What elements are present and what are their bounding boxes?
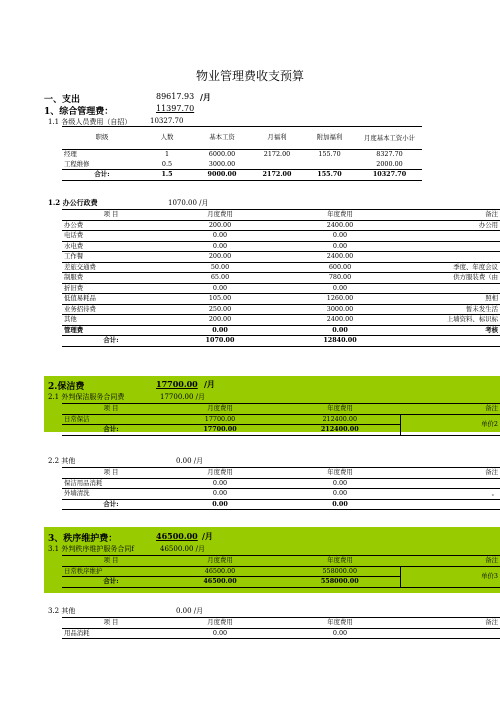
cleaning-header-monthly: 月度费用 xyxy=(160,404,280,415)
admin-cell: 0.00 xyxy=(160,283,280,294)
admin-cell: 200.00 xyxy=(160,220,280,231)
cleaning-other-total-cell: 0.00 xyxy=(160,499,280,510)
table-row xyxy=(62,231,500,242)
section-cleaning-other-amount: 0.00 /月 xyxy=(176,457,204,465)
admin-header-monthly: 月度费用 xyxy=(160,210,280,221)
security-other-table xyxy=(62,617,500,639)
admin-cell: 暂未发生活 xyxy=(400,304,500,315)
admin-cell: 其他 xyxy=(62,315,160,326)
security-other-cell: 0.00 xyxy=(280,628,400,639)
admin-cell: 管理费 xyxy=(62,325,160,336)
security-other-header-item: 项 目 xyxy=(62,618,160,629)
table-row xyxy=(62,220,500,231)
admin-cell: 200.00 xyxy=(160,252,280,263)
admin-cell: 2400.00 xyxy=(280,315,400,326)
staff-cell: 155.70 xyxy=(318,150,341,158)
section-expense-amount: 89617.93 xyxy=(156,92,195,101)
section-admin-label: 1.2 办公行政费 xyxy=(48,198,98,207)
admin-cell: 折旧费 xyxy=(62,283,160,294)
staff-cell: 2172.00 xyxy=(263,150,291,158)
security-other-header-note: 备注 xyxy=(400,618,500,629)
admin-cell: 0.00 xyxy=(280,283,400,294)
table-row xyxy=(62,294,500,305)
staff-cell: 1 xyxy=(164,150,170,158)
admin-cell: 电话费 xyxy=(62,231,160,242)
admin-cell: 780.00 xyxy=(280,273,400,284)
admin-table xyxy=(62,209,500,347)
cleaning-total-cell: 17700.00 xyxy=(160,425,280,436)
security-other-cell: 0.00 xyxy=(160,628,280,639)
cleaning-total-cell: 212400.00 xyxy=(280,425,400,436)
cleaning-table xyxy=(62,403,500,436)
admin-cell: 65.00 xyxy=(160,273,280,284)
staff-table xyxy=(62,126,422,181)
cleaning-header-annual: 年度费用 xyxy=(280,404,400,415)
security-header-item: 项 目 xyxy=(62,556,160,567)
admin-cell: 上墙资料、标识标 xyxy=(400,315,500,326)
admin-cell: 1260.00 xyxy=(280,294,400,305)
section-general-label: 1、综合管理费： xyxy=(44,107,114,117)
admin-cell: 照相 xyxy=(400,294,500,305)
table-row xyxy=(62,262,500,273)
admin-total-row xyxy=(62,336,500,347)
security-cell: 558000.00 xyxy=(280,566,400,577)
cleaning-header-item: 项 目 xyxy=(62,404,160,415)
section-cleaning-unit: /月 xyxy=(204,379,215,389)
admin-header-note: 备注 xyxy=(400,210,500,221)
staff-cell: 6000.00 xyxy=(208,150,236,158)
admin-total-cell: 合计: xyxy=(62,336,160,347)
admin-cell: 季度、年度会议 xyxy=(400,262,500,273)
cleaning-other-total-cell: 合计: xyxy=(62,499,160,510)
table-row xyxy=(62,252,500,263)
admin-cell xyxy=(400,241,500,252)
security-cell: 46500.00 xyxy=(160,566,280,577)
cleaning-other-header-note: 备注 xyxy=(400,468,500,479)
section-security-contract-amount: 46500.00 /月 xyxy=(160,545,205,553)
cleaning-other-cell: 保洁用品消耗 xyxy=(62,478,160,489)
cleaning-other-total-row xyxy=(62,499,500,510)
admin-cell: 50.00 xyxy=(160,262,280,273)
table-row xyxy=(62,150,422,160)
admin-cell: 250.00 xyxy=(160,304,280,315)
security-other-cell xyxy=(400,628,500,639)
section-security-other-amount: 0.00 /月 xyxy=(176,607,204,615)
staff-total-cell: 10327.70 xyxy=(357,170,422,181)
staff-header-salary: 基本工资 xyxy=(192,127,252,150)
section-staff-label: 1.1 各级人员费用（自招） xyxy=(48,118,132,126)
security-other-cell: 用品消耗 xyxy=(62,628,160,639)
staff-cell xyxy=(302,160,357,170)
staff-total-cell: 1.5 xyxy=(142,170,192,181)
section-security-unit: /月 xyxy=(202,531,213,541)
cleaning-other-cell xyxy=(400,478,500,489)
table-row xyxy=(62,489,500,500)
admin-cell xyxy=(400,283,500,294)
admin-cell: 考核 xyxy=(400,325,500,336)
admin-cell: 0.00 xyxy=(160,325,280,336)
security-cell: 日常秩序维护 xyxy=(62,566,160,577)
security-header-annual: 年度费用 xyxy=(280,556,400,567)
staff-header-level: 职级 xyxy=(62,127,142,150)
table-row xyxy=(62,414,500,425)
admin-cell: 0.00 xyxy=(160,241,280,252)
table-row xyxy=(62,566,500,577)
admin-cell xyxy=(400,252,500,263)
admin-cell: 低值易耗品 xyxy=(62,294,160,305)
table-row xyxy=(62,325,500,336)
section-expense-unit: /月 xyxy=(200,92,211,102)
cleaning-other-cell: 外墙清洗 xyxy=(62,489,160,500)
section-admin-amount: 1070.00 /月 xyxy=(168,199,209,207)
admin-cell: 差旅交通费 xyxy=(62,262,160,273)
section-security-amount: 46500.00 xyxy=(156,531,198,541)
admin-total-cell xyxy=(400,336,500,347)
admin-cell: 3000.00 xyxy=(280,304,400,315)
security-total-cell: 46500.00 xyxy=(160,577,280,588)
admin-cell: 2400.00 xyxy=(280,252,400,263)
admin-cell: 0.00 xyxy=(280,241,400,252)
section-cleaning-contract-amount: 17700.00 /月 xyxy=(160,393,205,401)
security-table xyxy=(62,555,500,588)
table-row xyxy=(62,283,500,294)
table-row xyxy=(62,478,500,489)
section-cleaning-contract-label: 2.1 外判保洁服务合同费 xyxy=(48,393,125,401)
admin-header-item: 项 目 xyxy=(62,210,160,221)
table-row xyxy=(62,304,500,315)
admin-header-annual: 年度费用 xyxy=(280,210,400,221)
section-expense-label: 一、支出 xyxy=(44,95,81,105)
admin-total-cell: 1070.00 xyxy=(160,336,280,347)
cleaning-total-cell: 合计: xyxy=(62,425,160,436)
cleaning-other-header-item: 项 目 xyxy=(62,468,160,479)
table-row xyxy=(62,241,500,252)
admin-cell: 2400.00 xyxy=(280,220,400,231)
table-row xyxy=(62,273,500,284)
section-general-amount: 11397.70 xyxy=(156,104,195,113)
cleaning-other-header-annual: 年度费用 xyxy=(280,468,400,479)
security-other-header-annual: 年度费用 xyxy=(280,618,400,629)
staff-total-cell: 合计: xyxy=(62,170,142,181)
staff-total-cell: 9000.00 xyxy=(192,170,252,181)
admin-total-cell: 12840.00 xyxy=(280,336,400,347)
cleaning-cell: 17700.00 xyxy=(160,414,280,425)
cleaning-other-cell: 0.00 xyxy=(280,489,400,500)
section-cleaning-amount: 17700.00 xyxy=(156,379,198,389)
admin-cell: 0.00 xyxy=(280,325,400,336)
admin-cell: 办公用 xyxy=(400,220,500,231)
section-cleaning-label: 2.保洁费 xyxy=(48,382,85,392)
cleaning-other-total-cell: 0.00 xyxy=(280,499,400,510)
admin-cell: 200.00 xyxy=(160,315,280,326)
cleaning-cell: 212400.00 xyxy=(280,414,400,425)
staff-cell: 2000.00 xyxy=(357,160,422,170)
staff-header-subtotal: 月度基本工资小计 xyxy=(357,127,422,150)
section-security-contract-label: 3.1 外判秩序维护服务合同f xyxy=(48,545,134,553)
section-security-label: 3、秩序维护费： xyxy=(48,534,118,544)
admin-cell: 制服费 xyxy=(62,273,160,284)
staff-cell: 0.5 xyxy=(142,160,192,170)
table-row xyxy=(62,160,422,170)
admin-cell: 水电费 xyxy=(62,241,160,252)
admin-cell: 600.00 xyxy=(280,262,400,273)
cleaning-header-note: 备注 xyxy=(400,404,500,415)
admin-cell: 工作餐 xyxy=(62,252,160,263)
staff-cell: 经理 xyxy=(64,150,77,158)
section-cleaning-other-label: 2.2 其他 xyxy=(48,457,76,465)
admin-cell: 0.00 xyxy=(280,231,400,242)
staff-header-count: 人数 xyxy=(142,127,192,150)
cleaning-other-header-monthly: 月度费用 xyxy=(160,468,280,479)
security-header-note: 备注 xyxy=(400,556,500,567)
staff-total-row xyxy=(62,170,422,181)
security-note: 单价3 xyxy=(400,566,500,587)
security-total-cell: 合计: xyxy=(62,577,160,588)
cleaning-other-table xyxy=(62,467,500,510)
admin-cell: 供方服装费（由 xyxy=(400,273,500,284)
table-row xyxy=(62,315,500,326)
admin-cell: 办公费 xyxy=(62,220,160,231)
table-row xyxy=(62,628,500,639)
staff-cell: 工程维修 xyxy=(62,160,142,170)
security-header-monthly: 月度费用 xyxy=(160,556,280,567)
cleaning-cell: 日常保洁 xyxy=(62,414,160,425)
staff-cell: 8327.70 xyxy=(376,150,403,158)
cleaning-other-cell: 0.00 xyxy=(280,478,400,489)
staff-header-extra: 附加福利 xyxy=(302,127,357,150)
admin-cell xyxy=(400,231,500,242)
cleaning-other-cell: 0.00 xyxy=(160,489,280,500)
admin-cell: 0.00 xyxy=(160,231,280,242)
section-security-other-label: 3.2 其他 xyxy=(48,607,76,615)
page-title: 物业管理费收支预算 xyxy=(195,69,304,83)
cleaning-other-total-cell xyxy=(400,499,500,510)
staff-header-welfare: 月福利 xyxy=(252,127,302,150)
security-total-cell: 558000.00 xyxy=(280,577,400,588)
admin-cell: 业务招待费 xyxy=(62,304,160,315)
security-other-header-monthly: 月度费用 xyxy=(160,618,280,629)
staff-cell xyxy=(252,160,302,170)
cleaning-other-cell: 。 xyxy=(400,489,500,500)
staff-total-cell: 155.70 xyxy=(302,170,357,181)
staff-cell: 3000.00 xyxy=(192,160,252,170)
staff-total-cell: 2172.00 xyxy=(252,170,302,181)
cleaning-note: 单价2 xyxy=(400,414,500,435)
admin-cell: 105.00 xyxy=(160,294,280,305)
cleaning-other-cell: 0.00 xyxy=(160,478,280,489)
section-staff-amount: 10327.70 xyxy=(150,117,184,125)
